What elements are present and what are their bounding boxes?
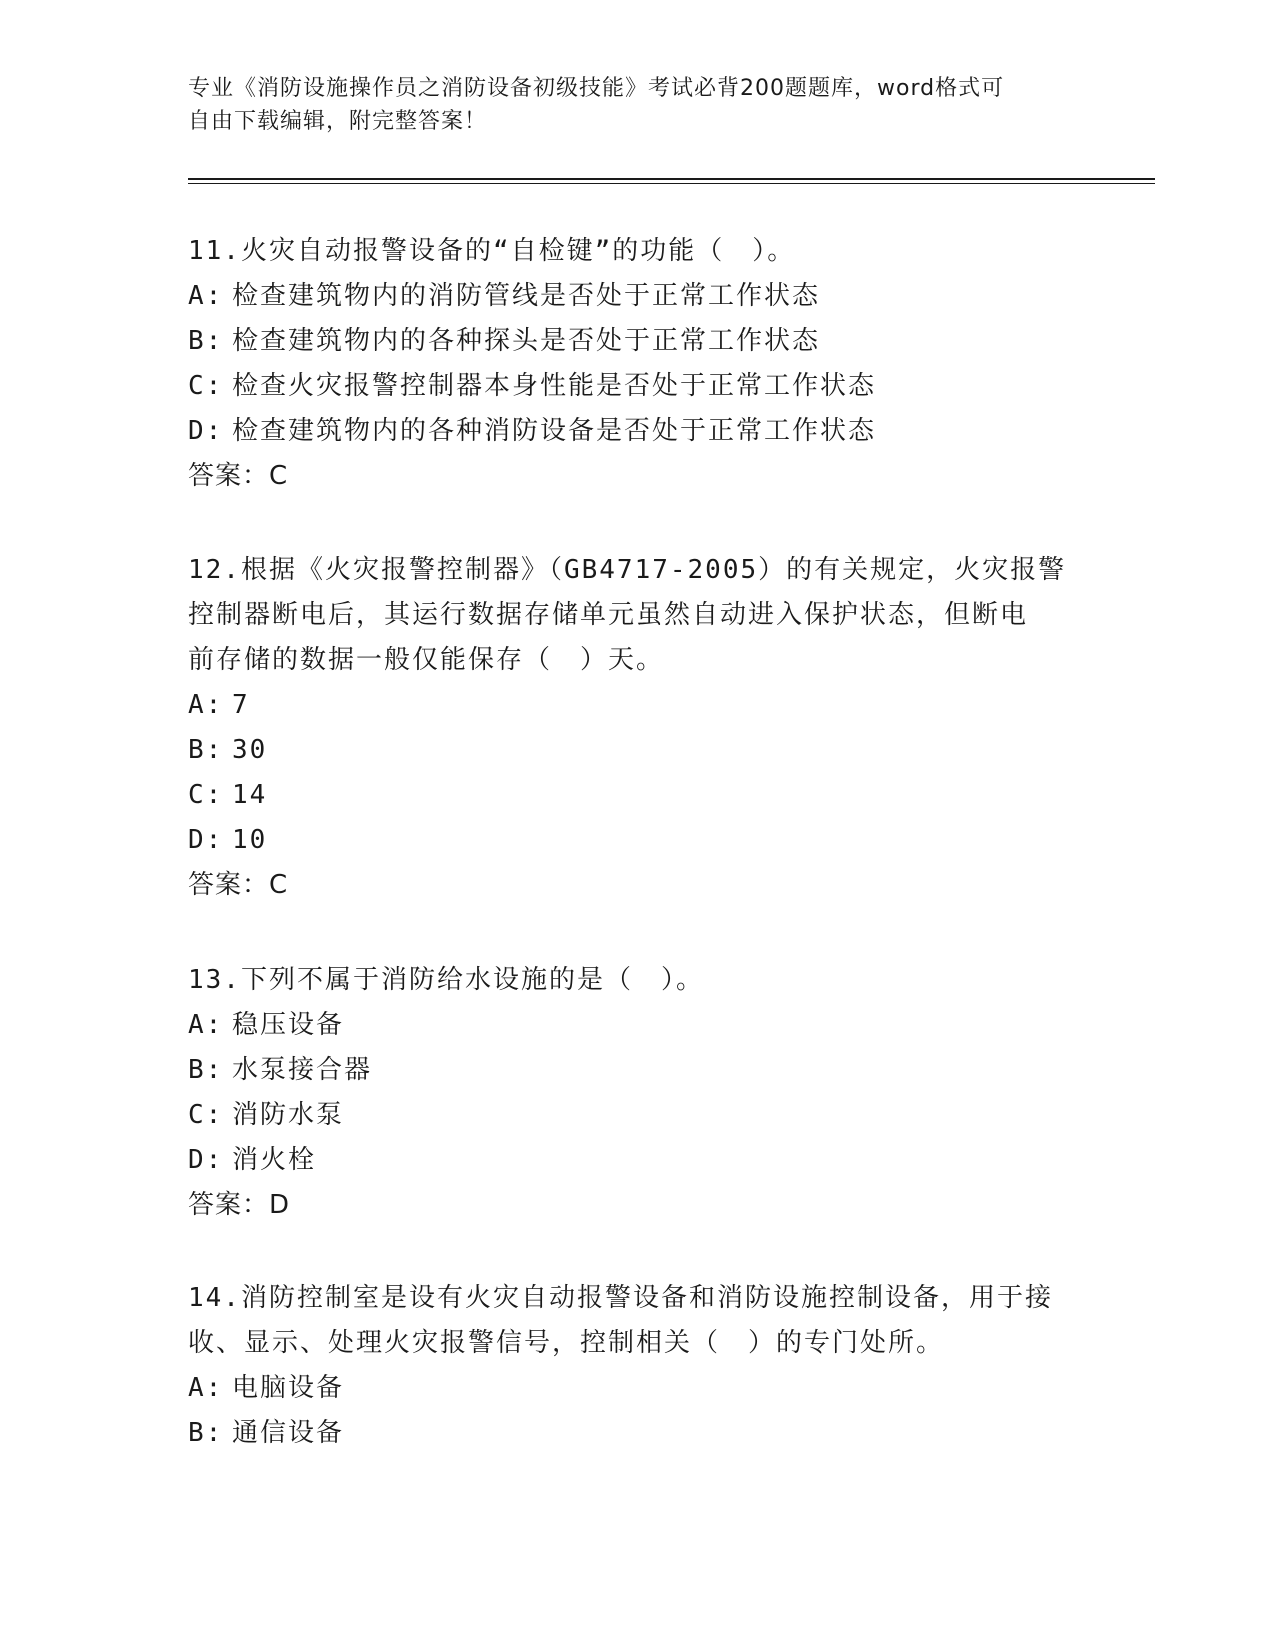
option-d: D: 消火栓 — [188, 1145, 317, 1175]
option-c: C: 检查火灾报警控制器本身性能是否处于正常工作状态 — [188, 371, 877, 401]
option-b: B: 30 — [188, 735, 268, 765]
document-header — [188, 72, 1068, 138]
option-b: B: 水泵接合器 — [188, 1055, 373, 1085]
option-b: B: 检查建筑物内的各种探头是否处于正常工作状态 — [188, 326, 821, 356]
answer: 答案：D — [188, 1190, 291, 1220]
option-d: D: 10 — [188, 825, 268, 855]
header-divider-thick — [188, 178, 1155, 180]
question-stem-line-3: 前存储的数据一般仅能保存（ ）天。 — [188, 645, 665, 675]
option-c: C: 14 — [188, 780, 268, 810]
question-stem-line-2: 收、显示、处理火灾报警信号，控制相关（ ）的专门处所。 — [188, 1328, 945, 1358]
header-line-1: 专业《消防设施操作员之消防设备初级技能》考试必背200题题库，word格式可 — [188, 76, 1005, 101]
question-stem: 11.火灾自动报警设备的“自检键”的功能（ ）。 — [188, 236, 796, 266]
answer: 答案：C — [188, 870, 289, 900]
header-line-2: 自由下载编辑，附完整答案！ — [188, 109, 488, 134]
question-stem: 13.下列不属于消防给水设施的是（ ）。 — [188, 965, 704, 995]
option-a: A: 7 — [188, 690, 250, 720]
option-a: A: 稳压设备 — [188, 1010, 345, 1040]
option-c: C: 消防水泵 — [188, 1100, 345, 1130]
question-13 — [188, 958, 1088, 1228]
option-b: B: 通信设备 — [188, 1418, 345, 1448]
option-a: A: 检查建筑物内的消防管线是否处于正常工作状态 — [188, 281, 821, 311]
question-stem-line-2: 控制器断电后，其运行数据存储单元虽然自动进入保护状态，但断电 — [188, 600, 1029, 630]
header-divider-thin — [188, 183, 1155, 184]
answer: 答案：C — [188, 461, 289, 491]
option-d: D: 检查建筑物内的各种消防设备是否处于正常工作状态 — [188, 416, 877, 446]
question-14 — [188, 1276, 1088, 1456]
question-12 — [188, 548, 1088, 908]
question-stem-line-1: 14.消防控制室是设有火灾自动报警设备和消防设施控制设备，用于接 — [188, 1283, 1053, 1313]
question-stem-line-1: 12.根据《火灾报警控制器》（GB4717-2005）的有关规定，火灾报警 — [188, 555, 1067, 585]
option-a: A: 电脑设备 — [188, 1373, 345, 1403]
question-11 — [188, 229, 1088, 499]
